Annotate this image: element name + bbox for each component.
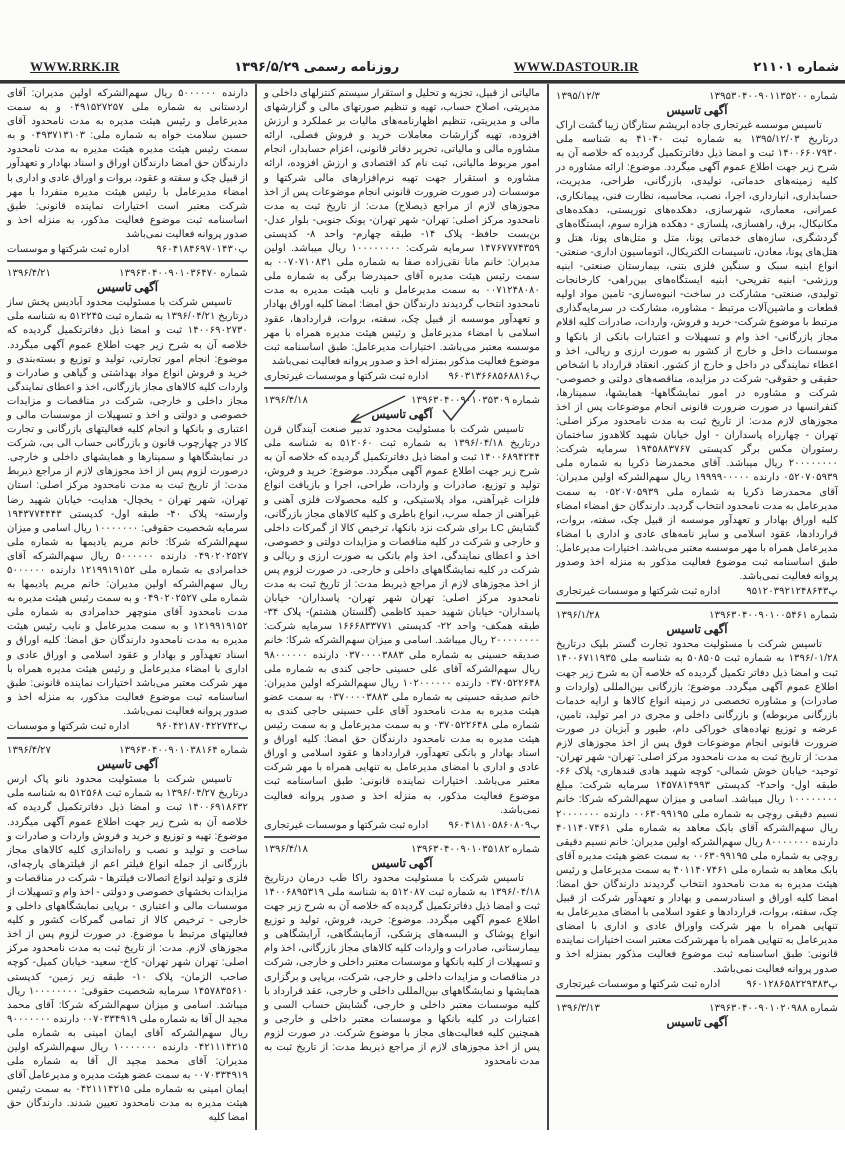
notice-ref: پ۹۶۰۴۱۸۴۶۹۷۰۱۴۳۰ bbox=[156, 244, 248, 256]
notice-body: مالیاتی از قبیل، تجزیه و تحلیل و استقرار سیستم کنترلهای داخلی و مدیریتی، اصلاح حساب، تهیه و تنظیم صورتهای مالی و گزارشهای مالی و مدیریتی، تنظیم اظهارنامه‌های مالیات بر عملکرد و ارزش افزوده، تهیه گزارشات معاملات خرید و فروش فصلی، ارائه مشاوره مالی و مالیاتی، تحریر دفاتر قانونی، اعزام حسابدار، انجام امور مربوط مالیاتی، ثبت نام کد اقتصادی و ارزش افزوده، ارائه مشاوره و استقرار جهت تهیه نرم‌افزارهای مالی شرکتها و موسسات (در صورت ضرورت قانونی انجام موضوعات پس از اخذ مجوزهای لازم از مراجع ذیصلاح) مدت: از تاریخ ثبت به مدت نامحدود مرکز اصلی: تهران- شهر تهران- یونک جنوبی- بلوار عدل- بن‌بست حافظ- پلاک ۱۴- طبقه چهارم- واحد ۸- کدپستی ۱۴۷۶۷۷۷۴۳۵۹ سرمایه شرکت: ۱۰۰۰۰۰۰۰۰ ریال میباشد. اولین مدیران: خانم مانا نقی‌زاده صفا به شماره ملی ۰۰۷۰۷۱۰۸۳۱ به سمت رئیس هیئت مدیره آقای حمیدرضا برگی به شماره ملی ۰۰۷۱۲۴۸۰۸۰ به سمت مدیرعامل و نایب هیئت مدیره به مدت نامحدود انتخاب گردیدند دارندگان حق امضا: امضا کلیه اوراق بهادار و تعهدآور موسسه از قبیل چک، سفته، بروات، قراردادها، عقود اسلامی با امضاء مدیرعامل و رئیس هیئت مدیره همراه با مهر موسسه معتبر می‌باشد. اختیارات مدیرعامل: طبق اساسنامه ثبت موضوع فعالیت مذکور بمنزله اخذ و صدور پروانه فعالیت نمی‌باشد bbox=[264, 88, 541, 367]
notice-item bbox=[556, 90, 838, 604]
notice-item bbox=[264, 394, 540, 838]
notice-body: تاسیس شرکت با مسئولیت محدود تجارت گستر بلیک درتاریخ ۱۳۹۶/۰۱/۲۸ به شماره ثبت ۵۰۸۵۰۵ به شناسه ملی ۱۴۰۰۶۷۱۱۹۳۵ ثبت و امضا ذیل دفاتر تکمیل گردیده که خلاصه آن به شرح زیر جهت اطلاع عموم آگهی میگردد. موضوع: بازرگانی بین‌المللی (واردات و صادرات) و مشاوره تخصصی در زمینه انواع کالاها و ارایه خدمات بازرگانی مربوطه) و بازرگانی داخلی و مجری در امر تولید، تامین، عرضه و توزیع نهاده‌های خوراکی دام، طیور و آبزیان در صورت ضرورت قانونی انجام موضوعات فوق پس از اخذ مجوزهای لازم مدت: از تاریخ ثبت به مدت نامحدود مرکز اصلی: تهران- شهر تهران- توحید- خیابان خوش شمالی- کوچه شهید هادی قندهاری- پلاک ۶۶- طبقه اول- واحد۲- کدپستی ۱۴۵۷۸۱۴۹۹۳ سرمایه شرکت: مبلغ ۱۰۰۰۰۰۰۰۰ ریال میباشد. اسامی و میزان سهم‌الشرکه شرکا: خانم نسیم دقیقی روچی به شماره ملی ۰۰۶۳۰۹۹۱۹۵ دارنده ۲۰۰۰۰۰۰۰ ریال سهم‌الشرکه آقای بابک معاهد به شماره ملی ۴۰۱۱۴۰۷۴۶۱ دارنده ۸۰۰۰۰۰۰۰ ریال سهم‌الشرکه اولین مدیران: خانم نسیم دقیقی روچی به شماره ملی ۰۰۶۳۰۹۹۱۹۵ به سمت عضو هیئت مدیره آقای بابک معاهد به شماره ملی ۴۰۱۱۴۰۷۴۶۱ به سمت مدیرعامل و رئیس هیئت مدیره به مدت نامحدود انتخاب گردیدند دارندگان حق امضا: امضا کلیه اوراق و اسنادرسمی و بهادار و تعهدآور شرکت از قبیل چک، سفته، بروات، قراردادها و عقود اسلامی با امضای مدیرعامل به تنهایی همراه با مهر شرکت واوراق عادی و اداری با امضای مدیرعامل به تنهایی همراه با مهرشرکت معتبر است اختیارات نماینده قانونی: طبق اساسنامه ثبت موضوع فعالیت مذکور بمنزله اخذ و صدور پروانه فعالیت نمی‌باشد. bbox=[556, 639, 838, 975]
notice-title: آگهی تاسیس bbox=[97, 282, 158, 295]
newspaper-date: روزنامه رسمی ۱۳۹۶/۵/۲۹ bbox=[234, 59, 400, 75]
notice-office: اداره ثبت شرکتها و موسسات غیرتجاری bbox=[264, 370, 429, 382]
notice-ref: پ۹۶۰۱۲۸۶۵۸۲۲۹۳۸۳ bbox=[746, 978, 838, 990]
handwritten-arrow-mark-icon bbox=[349, 392, 409, 426]
notice-date: ۱۳۹۶/۴/۱۸ bbox=[264, 843, 308, 855]
notice-ref: پ۹۶۰۴۱۸۱۰۵۸۶۰۸۰۹ bbox=[448, 819, 540, 831]
page-header bbox=[0, 56, 845, 78]
column-right bbox=[547, 84, 845, 1130]
notice-office: اداره ثبت شرکتها و موسسات bbox=[7, 244, 130, 256]
column-middle bbox=[255, 84, 547, 1130]
issue-number: شماره ۲۱۱۰۱ bbox=[753, 59, 839, 75]
notice-body: دارنده ۵۰۰۰۰۰۰ ریال سهم‌الشرکه اولین مدیران: آقای اردستانی به شماره ملی ۰۴۹۱۵۲۷۲۵۷ و به سمت مدیرعامل و رئیس هیئت مدیره به مدت نامحدود آقای حسین سلامت خواه به شماره ملی: ۰۴۹۳۷۱۳۱۰۳ و به سمت رئیس هیئت مدیره هیئت مدیره به مدت نامحدود دارندگان حق امضا دارندگان اوراق و اسناد بهادار و تعهدآور از قبیل چک و سفته و عقود، بروات و اوراق عادی و اداری با امضاء مدیرعامل با رئیس هیئت مدیره منفردا با مهر شرکت معتبر است اختیارات نماینده قانونی: طبق اساسنامه ثبت موضوع فعالیت مذکور، به منزله اخذ و صدور پروانه فعالیت نمی‌باشد bbox=[7, 88, 248, 240]
notice-item bbox=[7, 267, 248, 739]
notice-title: آگهی تاسیس bbox=[371, 857, 433, 870]
notice-number: شماره ۱۳۹۶۳۰۴۰۰۹۰۱۰۳۵۱۸۲ bbox=[411, 843, 540, 855]
notice-body: تاسیس شرکت با مسئولیت محدود راکا طب درمان درتاریخ ۱۳۹۶/۰۴/۱۸ به شماره ثبت ۵۱۲۰۸۷ به شناسه ملی ۱۴۰۰۶۸۹۵۳۱۹ ثبت و امضا ذیل دفاترتکمیل گردیده که خلاصه آن به شرح زیر جهت اطلاع عموم آگهی میگردد. موضوع: خرید، فروش، تولید و توزیع انواع پوشاک و البسه‌های پزشکی، آزمایشگاهی، آرایشگاهی و بیمارستانی، صادرات و واردات کلیه کالاهای مجاز بازرگانی، اخذ وام و تسهیلات از کلیه بانکها و موسسات معتبر داخلی و خارجی، شرکت در مناقصات و مزایدات داخلی و خارجی، شرکت، برپایی و برگزاری همایشها و نمایشگاههای بین‌المللی داخلی و خارجی، عقد قرارداد با کلیه موسسات معتبر داخلی و خارجی، گشایش حساب السی و اعتبارات در کلیه بانکها و موسسات معتبر داخلی و خارجی و همچنین کلیه فعالیت‌های مجاز با موضوع شرکت. در صورت لزوم پس از اخذ مجوزهای لازم از مراجع ذیربط مدت: از تاریخ ثبت به مدت نامحدود bbox=[264, 872, 540, 1068]
notice-item bbox=[7, 744, 248, 1125]
notice-item bbox=[556, 1002, 838, 1030]
column-left bbox=[0, 84, 255, 1130]
notice-number: شماره ۱۳۹۶۳۰۴۰۰۹۰۱۰۰۵۴۶۱ bbox=[709, 610, 838, 622]
columns bbox=[0, 84, 845, 1130]
notice-number: شماره ۱۳۹۶۳۰۴۰۰۹۰۱۰۲۰۹۸۸ bbox=[709, 1002, 838, 1014]
notice-office: اداره ثبت شرکتها و موسسات غیرتجاری bbox=[264, 819, 429, 831]
notice-continuation bbox=[7, 87, 248, 262]
notice-date: ۱۳۹۶/۴/۲۱ bbox=[7, 268, 51, 280]
notice-item bbox=[264, 843, 540, 1069]
notice-number: شماره ۱۳۹۵۳۰۴۰۰۹۰۱۱۳۵۲۰۰ bbox=[709, 91, 838, 102]
notice-ref: پ۹۶۰۳۱۳۶۶۸۵۶۸۸۱۶ bbox=[448, 370, 540, 382]
notice-body: تاسیس شرکت با مسئولیت محدود نانو پاک ارس درتاریخ ۱۳۹۶/۰۴/۲۷ به شماره ثبت ۵۱۲۵۶۸ به شناسه ملی ۱۴۰۰۶۹۱۸۶۳۲ ثبت و امضا ذیل دفاترتکمیل گردیده که خلاصه آن به شرح زیر جهت اطلاع عموم آگهی میگردد. موضوع: تهیه و توزیع و خرید و فروش واردات و صادرات و ساخت و تولید و نصب و راه‌اندازی کلیه کالاهای مجاز بازرگانی از جمله انواع فیلتر اعم از فیلترهای پارچه‌ای، فلزی و تولید انواع اتصالات فیلترها - شرکت در مناقصات و مزایدات بخشهای خصوصی و دولتی - اخذ وام و تسهیلات از موسسات مالی و اعتباری - برپایی نمایشگاههای داخلی و خارجی - ترخیص کالا از تمامی گمرکات کشور و کلیه فعالیتهای مرتبط با موضوع. در صورت لزوم پس از اخذ مجوزهای لازم. مدت: از تاریخ ثبت به مدت نامحدود مرکز اصلی: تهران شهر تهران- کاخ- سعید- خیابان کمیل- کوچه صاحب الزمان- پلاک ۱۰- طبقه زیر زمین- کدپستی ۱۴۵۷۸۳۵۶۱۰ سرمایه شخصیت حقوقی: ۱۰۰۰۰۰۰۰۰ ریال میباشد. اسامی و میزان سهم‌الشرکه شرکا: آقای محمد مجید ال آقا به شماره ملی ۰۰۷۰۳۳۴۹۱۹ دارنده ۹۰۰۰۰۰۰۰ ریال سهم‌الشرکه آقای ایمان امینی به شماره ملی ۰۴۲۱۱۱۴۲۱۵ دارنده ۱۰۰۰۰۰۰۰ ریال سهم‌الشرکه اولین مدیران: آقای محمد مجید ال آقا به شماره ملی ۰۰۷۰۳۳۴۹۱۹ به سمت عضو هیئت مدیره و مدیرعامل آقای ایمان امینی به شماره ملی ۰۴۲۱۱۱۴۲۱۵ به سمت رئیس هیئت مدیره به مدت نامحدود تعیین شدند. دارندگان حق امضا کلیه bbox=[7, 774, 249, 1124]
notice-date: ۱۳۹۵/۱۲/۳ bbox=[556, 91, 600, 102]
notice-title: آگهی تاسیس bbox=[666, 1016, 728, 1029]
notice-date: ۱۳۹۶/۳/۱۳ bbox=[556, 1002, 600, 1014]
notice-body: تاسیس شرکت با مسئولیت محدود آبادیس پخش ساز درتاریخ ۱۳۹۶/۰۴/۲۱ به شماره ثبت ۵۱۲۲۴۵ به شناسه ملی ۱۴۰۰۶۹۰۲۷۳۰ ثبت و امضا ذیل دفاترتکمیل گردیده که خلاصه آن به شرح زیر جهت اطلاع عموم آگهی میگردد. موضوع: انجام امور تجارتی، تولید و توزیع و بسته‌بندی و خرید و فروش انواع مواد بهداشتی و گیاهی و صادرات و واردات کلیه کالاهای مجاز بازرگانی، اخذ و اعطای نمایندگی مجاز داخلی و خارجی، شرکت در مناقصات و مزایدات خصوصی و دولتی و اخذ و تسهیلات از موسسات مالی و اعتباری و بانکها و انجام کلیه فعالیتهای بازرگانی و تجارت کالا در چهارچوب قانون و بازرگانی حساب الی بی، شرکت در نمایشگاهها و سمینارها و همایشهای داخلی و خارجی. درصورت لزوم پس از اخذ مجوزهای لازم از مراجع ذیربط مدت: از تاریخ ثبت به مدت نامحدود مرکز اصلی: استان تهران، شهر تهران - یخچال- هدایت- خیابان شهید رضا وارسته- پلاک ۴۰- طبقه اول- کدپستی ۱۹۴۳۷۷۴۴۴۳ سرمایه شخصیت حقوقی: ۱۰۰۰۰۰۰۰ ریال اسامی و میزان سهم‌الشرکه شرکا: خانم مریم یادیمها به شماره ملی ۰۴۹۰۲۰۲۵۲۷ دارنده ۵۰۰۰۰۰۰ ریال سهم‌الشرکه آقای خدامرادی به شماره ملی ۱۲۱۹۹۱۹۱۵۲ دارنده ۵۰۰۰۰۰۰ ریال سهم‌الشرکه اولین مدیران: خانم مریم یادیمها به شماره ملی ۰۴۹۰۲۰۲۵۲۷ و به سمت رئیس هیئت مدیره به مدت نامحدود آقای منوچهر خدامرادی به شماره ملی ۱۲۱۹۹۱۹۱۵۲ و به سمت مدیرعامل و نایب رئیس هیئت مدیره به مدت نامحدود دارندگان حق امضا: کلیه اوراق و اسناد تعهدآور و بهادار و عقود اسلامی و اوراق عادی و اداری با امضاء مدیرعامل و رئیس هیئت مدیره همراه با مهر شرکت معتبر می‌باشد اختیارات نماینده قانونی: طبق اساسنامه ثبت موضوع فعالیت مذکور، به منزله اخذ و صدور پروانه فعالیت نمی‌باشد. bbox=[7, 297, 248, 717]
notice-number: شماره ۱۳۹۶۳۰۴۰۰۹۰۱۰۳۶۴۷۰ bbox=[119, 268, 248, 280]
notice-number: شماره ۱۳۹۶۳۰۴۰۰۹۰۱۰۳۸۱۶۴ bbox=[119, 745, 248, 757]
notice-continuation bbox=[264, 87, 540, 389]
notice-office: اداره ثبت شرکتها و موسسات bbox=[7, 721, 130, 733]
notice-title: آگهی تاسیس bbox=[666, 624, 728, 637]
notice-title: آگهی تاسیس bbox=[97, 759, 158, 772]
notice-date: ۱۳۹۶/۴/۱۸ bbox=[264, 394, 308, 406]
notice-body: تاسیس شرکت با مسئولیت محدود تدبیر صنعت آیندگان قرن درتاریخ ۱۳۹۶/۰۴/۱۸ به شماره ثبت ۵۱۲۰۶۰ به شناسه ملی ۱۴۰۰۶۸۹۴۲۴۴ ثبت و امضا ذیل دفاترتکمیل گردیده که خلاصه آن به شرح زیر جهت اطلاع عموم آگهی میگردد. موضوع: خرید و فروش، تولید و توزیع، صادرات و واردات، طراحی، اجرا و بازیافت انواع فلزات غیرآهنی، مواد پلاستیکی، و کلیه محصولات فلزی آهنی و غیرآهنی از جمله سرب، انواع باطری و کلیه کالاهای مجاز بازرگانی، گشایش LC برای شرکت نزد بانکها، ترخیص کالا از گمرکات داخلی و خارجی و شرکت در کلیه مناقصات و مزایدات دولتی و خصوصی، اخذ و اعطای نمایندگی، اخذ وام بانکی به صورت ارزی و ریالی و شرکت در کلیه نمایشگاههای داخلی و خارجی. در صورت لزوم پس از اخذ مجوزهای لازم از مراجع ذیربط مدت: از تاریخ ثبت به مدت نامحدود مرکز اصلی: تهران شهر تهران- پاسداران- خیابان پاسداران- خیابان شهید حمید کاظمی (گلستان هشتم)- پلاک ۳۴- طبقه همکف- واحد ۲۲- کدپستی ۱۶۶۶۸۳۳۷۷۱ سرمایه شرکت: ۲۰۰۰۰۰۰۰۰ ریال میباشد. اسامی و میزان سهم‌الشرکه شرکا: خانم صدیقه حسینی به شماره ملی ۰۳۷۰۰۰۰۳۸۸۳ دارنده ۹۸۰۰۰۰۰۰ ریال سهم‌الشرکه آقای علی حسینی حاجی کندی به شماره ملی ۰۳۷۰۵۲۲۶۴۸ دارنده ۱۰۲۰۰۰۰۰۰ ریال سهم‌الشرکه اولین مدیران: خانم صدیقه حسینی به شماره ملی ۰۳۷۰۰۰۰۳۸۸۳ به سمت عضو هیئت مدیره به مدت نامحدود آقای علی حسینی حاجی کندی به شماره ملی ۰۳۷۰۵۲۲۶۴۸ و به سمت مدیرعامل و به سمت رئیس هیئت مدیره به مدت نامحدود دارندگان حق امضا: کلیه اوراق و اسناد بهادار و بانکی تعهدآور، قراردادها و عقود اسلامی و اوراق عادی و اداری با امضای مدیرعامل به تنهایی همراه با مهر شرکت معتبر می‌باشد. اختیارات نماینده قانونی: طبق اساسنامه ثبت موضوع فعالیت مذکور، به منزله اخذ و صدور پروانه فعالیت نمی‌باشد. bbox=[264, 424, 541, 816]
notice-item bbox=[556, 609, 838, 996]
notice-date: ۱۳۹۶/۴/۲۷ bbox=[7, 745, 51, 757]
notice-ref: پ۹۶۰۴۲۱۸۷۰۴۲۲۷۴۲ bbox=[156, 721, 248, 733]
notice-office: اداره ثبت شرکتها و موسسات غیرتجاری bbox=[556, 978, 721, 990]
notice-number: شماره ۱۳۹۶۳۰۴۰۰۹۰۱۰۳۵۳۰۹ bbox=[411, 394, 540, 406]
notice-title: آگهی تاسیس bbox=[666, 105, 728, 118]
site-link-rrk[interactable]: WWW.RRK.IR bbox=[30, 59, 120, 74]
notice-ref: پ۹۵۱۲۰۳۹۲۱۲۴۸۶۴۳ bbox=[746, 586, 838, 598]
site-link-dastour[interactable]: WWW.DASTOUR.IR bbox=[513, 59, 639, 74]
notice-date: ۱۳۹۶/۱/۲۸ bbox=[556, 610, 600, 622]
notice-office: اداره ثبت شرکتها و موسسات غیرتجاری bbox=[556, 586, 721, 598]
top-margin bbox=[0, 0, 845, 56]
handwritten-check-mark-icon bbox=[439, 388, 479, 422]
notice-body: تاسیس موسسه غیرتجاری جاده ابریشم ستارگان زیبا گشت اراک درتاریخ ۱۳۹۵/۱۲/۰۳ به شماره ثبت ۴۱۰۴۰ به شناسه ملی ۱۴۰۰۶۶۰۷۹۳۰ ثبت و امضا ذیل دفاترتکمیل گردیده که خلاصه آن به شرح زیر جهت اطلاع عموم آگهی میگردد. موضوع: ارائه مشاوره در کلیه زمینه‌های خدماتی، تولیدی، بازرگانی، طراحی، مدیریت، حسابداری، انبارداری، اجرا، نصب، محاسبه، نظارت فنی، پیمانکاری، عمرانی، معماری، شهرسازی، دهکده‌های توریستی، دهکده‌های مکانیکال، برق، راهسازی، پلسازی - دهکده هزاره سوم، ایستگاه‌های گردشگری، سازه‌های خدماتی پونا، متل و متل‌های پونا، هتل و هتل‌های پونا، معادن، تاسیسات الکتریکال، اتوماسیون اداری- صنعتی- انواع ابنیه سبک و سنگین فلزی بتنی، بیمارستان صنعتی- ابنیه ورزشی- ابنیه تفریحی- ابنیه ایستگاه‌های بین‌راهی- کارخانجات تولیدی، صنعتی- مشارکت در ساخت- انبوه‌سازی- تامین مواد اولیه قطعات و ماشین‌آلات مرتبط - مشاوره، مشارکت در سرمایه‌گذاری مرتبط با موضوع شرکت- خرید و فروش، واردات، صادرات کلیه اقلام مجاز بازرگانی- اخذ وام و تسهیلات و اعتبارات بانکی از بانکها و موسسات داخل و خارج از کشور به صورت ارزی و ریالی، اخذ و اعطاء نمایندگی در داخل و خارج از کشور. انعقاد قرارداد با اشخاص حقیقی و حقوقی- شرکت در مزایده، مناقصه‌های دولتی و خصوصی- شرکت و مشاوره در امور نمایشگاهها- همایشها، سمینارها، کنفرانسها در صورت ضرورت قانونی انجام موضوعات پس از اخذ مجوزهای لازم مدت: از تاریخ ثبت به مدت نامحدود مرکز اصلی: تهران - چهارراه پاسداران - اول خیابان شهید کلاهدوز ساختمان رستوران مکس برگر کدپستی ۱۹۴۵۸۸۳۷۶۷ سرمایه شرکت: ۲۰۰۰۰۰۰۰۰ ریال میباشد. آقای محمدرضا ذکریا به شماره ملی ۰۵۲۰۷۰۵۹۳۹ دارنده ۱۹۹۹۹۰۰۰۰۰ ریال سهم‌الشرکه اولین مدیران: آقای محمدرضا ذکریا به شماره ملی ۰۵۲۰۷۰۵۹۳۹ به سمت مدیرعامل به مدت نامحدود انتخاب گردید. دارندگان حق امضاء امضاء کلیه اوراق بهادار و تعهدآور موسسه از قبیل چک، سفته، بروات، قراردادها، عقود اسلامی و سایر نامه‌های عادی و اداری با امضاء مدیرعامل همراه با مهر موسسه معتبر می‌باشد. اختیارات مدیرعامل: طبق اساسنامه ثبت موضوع فعالیت مذکور به منزله اخذ وصدور پروانه فعالیت نمی‌باشد. bbox=[556, 120, 839, 583]
notice-title: آگهی تاسیس bbox=[371, 409, 433, 422]
